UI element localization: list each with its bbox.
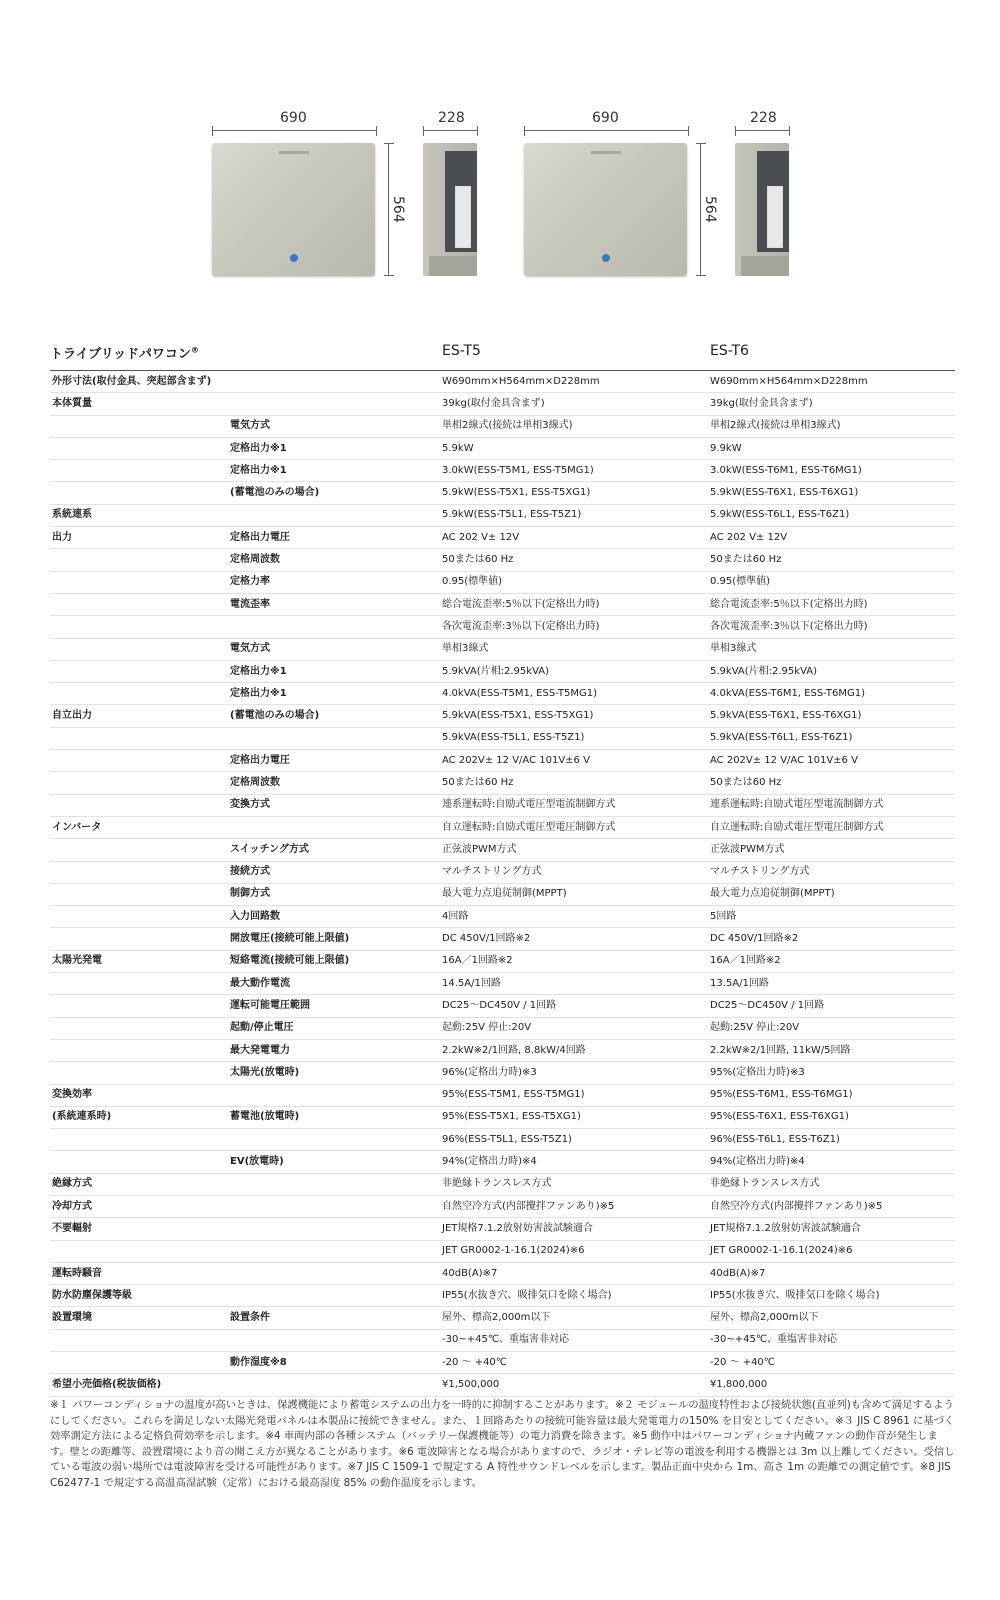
row-category: 設置環境 bbox=[50, 1307, 228, 1329]
table-row bbox=[50, 1285, 955, 1307]
row-item: 定格出力※1 bbox=[228, 437, 440, 459]
row-category: インバータ bbox=[50, 816, 228, 838]
product-series-title: トライブリッドパワコン® bbox=[50, 345, 199, 362]
value-es-t6: 連系運転時:自励式電圧型電流制御方式 bbox=[708, 794, 955, 816]
value-es-t6: 0.95(標準値) bbox=[708, 571, 955, 593]
row-category bbox=[50, 638, 228, 660]
row-item: 定格周波数 bbox=[228, 549, 440, 571]
table-row bbox=[50, 1129, 955, 1151]
row-item: 動作湿度※8 bbox=[228, 1352, 440, 1374]
table-row bbox=[50, 861, 955, 883]
value-es-t5: 4.0kVA(ESS-T5M1, ESS-T5MG1) bbox=[440, 683, 708, 705]
table-row bbox=[50, 482, 955, 504]
t6-width-label: 690 bbox=[592, 110, 619, 126]
t5-depth-dimension-line bbox=[423, 130, 478, 131]
value-es-t6: 40dB(A)※7 bbox=[708, 1262, 955, 1284]
row-category: 太陽光発電 bbox=[50, 950, 228, 972]
value-es-t6: DC25～DC450V / 1回路 bbox=[708, 995, 955, 1017]
row-item: 最大動作電流 bbox=[228, 973, 440, 995]
table-row bbox=[50, 816, 955, 838]
value-es-t5: 40dB(A)※7 bbox=[440, 1262, 708, 1284]
value-es-t5: 5.9kW(ESS-T5L1, ESS-T5Z1) bbox=[440, 504, 708, 526]
row-item: 接続方式 bbox=[228, 861, 440, 883]
value-es-t5: 単相2線式(接続は単相3線式) bbox=[440, 415, 708, 437]
row-item: 電気方式 bbox=[228, 638, 440, 660]
value-es-t6: 4.0kVA(ESS-T6M1, ESS-T6MG1) bbox=[708, 683, 955, 705]
row-item: 短絡電流(接続可能上限値) bbox=[228, 950, 440, 972]
row-item bbox=[228, 1173, 440, 1195]
table-row bbox=[50, 660, 955, 682]
row-category bbox=[50, 928, 228, 950]
row-category bbox=[50, 995, 228, 1017]
value-es-t6: 5.9kVA(ESS-T6L1, ESS-T6Z1) bbox=[708, 727, 955, 749]
value-es-t6: AC 202V± 12 V/AC 101V±6 V bbox=[708, 750, 955, 772]
value-es-t6: 95%(定格出力時)※3 bbox=[708, 1062, 955, 1084]
value-es-t6: W690mm×H564mm×D228mm bbox=[708, 371, 955, 393]
value-es-t6: 単相2線式(接続は単相3線式) bbox=[708, 415, 955, 437]
value-es-t5: 5.9kVA(ESS-T5L1, ESS-T5Z1) bbox=[440, 727, 708, 749]
row-item: 蓄電池(放電時) bbox=[228, 1106, 440, 1128]
value-es-t5: 94%(定格出力時)※4 bbox=[440, 1151, 708, 1173]
row-category bbox=[50, 794, 228, 816]
table-row bbox=[50, 772, 955, 794]
table-row bbox=[50, 906, 955, 928]
value-es-t5: AC 202V± 12 V/AC 101V±6 V bbox=[440, 750, 708, 772]
status-led-icon bbox=[290, 254, 298, 262]
table-row bbox=[50, 638, 955, 660]
table-row bbox=[50, 437, 955, 459]
value-es-t6: 総合電流歪率:5％以下(定格出力時) bbox=[708, 593, 955, 615]
value-es-t6: 単相3線式 bbox=[708, 638, 955, 660]
row-category: 自立出力 bbox=[50, 705, 228, 727]
row-category bbox=[50, 727, 228, 749]
row-category bbox=[50, 973, 228, 995]
row-item: 開放電圧(接続可能上限値) bbox=[228, 928, 440, 950]
value-es-t5: DC 450V/1回路※2 bbox=[440, 928, 708, 950]
value-es-t5: 起動:25V 停止:20V bbox=[440, 1017, 708, 1039]
table-row bbox=[50, 683, 955, 705]
value-es-t6: JET規格7.1.2放射妨害波試験適合 bbox=[708, 1218, 955, 1240]
value-es-t5: 96%(定格出力時)※3 bbox=[440, 1062, 708, 1084]
table-row bbox=[50, 371, 955, 393]
row-category bbox=[50, 883, 228, 905]
column-header-es-t5: ES-T5 bbox=[442, 343, 481, 359]
table-row bbox=[50, 973, 955, 995]
row-category: 不要輻射 bbox=[50, 1218, 228, 1240]
value-es-t6: ¥1,800,000 bbox=[708, 1374, 955, 1396]
value-es-t6: 50または60 Hz bbox=[708, 549, 955, 571]
row-item: (蓄電池のみの場合) bbox=[228, 705, 440, 727]
row-item bbox=[228, 1285, 440, 1307]
row-item bbox=[228, 1218, 440, 1240]
row-category bbox=[50, 750, 228, 772]
value-es-t6: IP55(水抜き穴、吸排気口を除く場合) bbox=[708, 1285, 955, 1307]
table-row bbox=[50, 1017, 955, 1039]
row-category bbox=[50, 415, 228, 437]
row-item bbox=[228, 1195, 440, 1217]
table-row bbox=[50, 1062, 955, 1084]
row-item: 入力回路数 bbox=[228, 906, 440, 928]
value-es-t6: 9.9kW bbox=[708, 437, 955, 459]
value-es-t5: ¥1,500,000 bbox=[440, 1374, 708, 1396]
row-item bbox=[228, 1129, 440, 1151]
value-es-t6: 13.5A/1回路 bbox=[708, 973, 955, 995]
table-row bbox=[50, 1374, 955, 1396]
row-item bbox=[228, 816, 440, 838]
row-category bbox=[50, 1039, 228, 1061]
t5-depth-label: 228 bbox=[438, 110, 465, 126]
table-row bbox=[50, 1039, 955, 1061]
t6-side-image bbox=[735, 143, 789, 276]
table-row bbox=[50, 1151, 955, 1173]
table-row bbox=[50, 460, 955, 482]
value-es-t5: 5.9kVA(片相:2.95kVA) bbox=[440, 660, 708, 682]
product-figures bbox=[0, 0, 1000, 330]
value-es-t6: JET GR0002-1-16.1(2024)※6 bbox=[708, 1240, 955, 1262]
row-item: EV(放電時) bbox=[228, 1151, 440, 1173]
value-es-t5: -20 ～ +40℃ bbox=[440, 1352, 708, 1374]
table-row bbox=[50, 1084, 955, 1106]
t6-front-image bbox=[524, 143, 687, 276]
row-category: 絶縁方式 bbox=[50, 1173, 228, 1195]
row-item: 太陽光(放電時) bbox=[228, 1062, 440, 1084]
value-es-t6: DC 450V/1回路※2 bbox=[708, 928, 955, 950]
t5-height-dimension-line bbox=[388, 143, 389, 276]
value-es-t6: 95%(ESS-T6X1, ESS-T6XG1) bbox=[708, 1106, 955, 1128]
row-category bbox=[50, 571, 228, 593]
value-es-t5: 95%(ESS-T5M1, ESS-T5MG1) bbox=[440, 1084, 708, 1106]
row-category: (系統連系時) bbox=[50, 1106, 228, 1128]
row-category bbox=[50, 1352, 228, 1374]
row-category bbox=[50, 1329, 228, 1351]
table-row bbox=[50, 616, 955, 638]
row-item: 最大発電電力 bbox=[228, 1039, 440, 1061]
value-es-t6: 5.9kVA(ESS-T6X1, ESS-T6XG1) bbox=[708, 705, 955, 727]
row-item: 定格出力※1 bbox=[228, 660, 440, 682]
value-es-t6: 50または60 Hz bbox=[708, 772, 955, 794]
row-category bbox=[50, 437, 228, 459]
row-category: 防水防塵保護等級 bbox=[50, 1285, 228, 1307]
table-row bbox=[50, 794, 955, 816]
row-item: 設置条件 bbox=[228, 1307, 440, 1329]
value-es-t6: 非絶縁トランスレス方式 bbox=[708, 1173, 955, 1195]
table-row bbox=[50, 928, 955, 950]
row-item: 運転可能電圧範囲 bbox=[228, 995, 440, 1017]
value-es-t5: 屋外、標高2,000m以下 bbox=[440, 1307, 708, 1329]
row-category bbox=[50, 460, 228, 482]
value-es-t6: -20 ～ +40℃ bbox=[708, 1352, 955, 1374]
table-row bbox=[50, 1173, 955, 1195]
row-item: スイッチング方式 bbox=[228, 839, 440, 861]
row-category bbox=[50, 616, 228, 638]
brand-logo-icon bbox=[279, 151, 309, 154]
row-category bbox=[50, 839, 228, 861]
value-es-t5: 単相3線式 bbox=[440, 638, 708, 660]
row-item: 定格力率 bbox=[228, 571, 440, 593]
row-item: 定格周波数 bbox=[228, 772, 440, 794]
row-item: 変換方式 bbox=[228, 794, 440, 816]
row-category bbox=[50, 660, 228, 682]
table-row bbox=[50, 1195, 955, 1217]
row-category: 変換効率 bbox=[50, 1084, 228, 1106]
value-es-t6: 2.2kW※2/1回路, 11kW/5回路 bbox=[708, 1039, 955, 1061]
table-row bbox=[50, 839, 955, 861]
table-row bbox=[50, 593, 955, 615]
table-row bbox=[50, 504, 955, 526]
row-item bbox=[228, 504, 440, 526]
value-es-t6: 16A／1回路※2 bbox=[708, 950, 955, 972]
row-category: 外形寸法(取付金具、突起部含まず) bbox=[50, 371, 228, 393]
t6-height-dimension-line bbox=[700, 143, 701, 276]
value-es-t5: JET GR0002-1-16.1(2024)※6 bbox=[440, 1240, 708, 1262]
row-item bbox=[228, 727, 440, 749]
row-category: 希望小売価格(税抜価格) bbox=[50, 1374, 228, 1396]
t6-depth-label: 228 bbox=[750, 110, 777, 126]
spec-table bbox=[50, 370, 955, 1397]
value-es-t5: 5.9kW bbox=[440, 437, 708, 459]
row-item bbox=[228, 393, 440, 415]
row-category bbox=[50, 593, 228, 615]
value-es-t5: 正弦波PWM方式 bbox=[440, 839, 708, 861]
value-es-t5: 50または60 Hz bbox=[440, 549, 708, 571]
row-category bbox=[50, 906, 228, 928]
table-row bbox=[50, 571, 955, 593]
value-es-t5: 96%(ESS-T5L1, ESS-T5Z1) bbox=[440, 1129, 708, 1151]
table-row bbox=[50, 415, 955, 437]
table-row bbox=[50, 950, 955, 972]
value-es-t5: 16A／1回路※2 bbox=[440, 950, 708, 972]
table-row bbox=[50, 1218, 955, 1240]
table-row bbox=[50, 1352, 955, 1374]
row-category bbox=[50, 1017, 228, 1039]
value-es-t6: AC 202 V± 12V bbox=[708, 527, 955, 549]
spec-header bbox=[50, 343, 955, 365]
footnotes: ※１ パワーコンディショナの温度が高いときは、保護機能により蓄電システムの出力を一時的に抑制することがあります。※２ モジュールの温度特性および接続状態(直並列)も含めて満足するようにしてください。これらを満足しない太陽光発電パネルは本製品に接続できません。また、１回路あたりの接続可能容量は最大発電電力の150% を目安としてください。※３ JIS C 8961 に基づく効率測定方法による定格負荷効率を示します。※4 車両内部の各種システム（バッテリー保護機能等）の電力消費を除きます。※5 動作中はパワーコンディショナ内蔵ファンの動作音が発生します。壁との距離等、設置環境により音の聞こえ方が異なることがあります。※6 電波障害となる場合がありますので、ラジオ・テレビ等の電波を利用する機器とは 3m 以上離してください。受信している電波の弱い場所では電波障害を受ける可能性があります。※7 JIS C 1509-1 で規定する A 特性サウンドレベルを示します。製品正面中央から 1m、高さ 1m の距離での測定値です。※8 JIS C62477-1 で規定する高温高湿試験（定常）における最高湿度 85% の動作温度を示します。 bbox=[50, 1399, 955, 1489]
row-item bbox=[228, 371, 440, 393]
value-es-t5: 各次電流歪率:3％以下(定格出力時) bbox=[440, 616, 708, 638]
value-es-t6: 5.9kW(ESS-T6X1, ESS-T6XG1) bbox=[708, 482, 955, 504]
table-row bbox=[50, 727, 955, 749]
table-row bbox=[50, 1262, 955, 1284]
value-es-t5: 4回路 bbox=[440, 906, 708, 928]
value-es-t6: 5回路 bbox=[708, 906, 955, 928]
value-es-t5: -30~+45℃、重塩害非対応 bbox=[440, 1329, 708, 1351]
t5-front-image bbox=[212, 143, 375, 276]
value-es-t5: AC 202 V± 12V bbox=[440, 527, 708, 549]
value-es-t6: 3.0kW(ESS-T6M1, ESS-T6MG1) bbox=[708, 460, 955, 482]
value-es-t5: 非絶縁トランスレス方式 bbox=[440, 1173, 708, 1195]
value-es-t5: 2.2kW※2/1回路, 8.8kW/4回路 bbox=[440, 1039, 708, 1061]
brand-logo-icon bbox=[591, 151, 621, 154]
value-es-t5: マルチストリング方式 bbox=[440, 861, 708, 883]
table-row bbox=[50, 1106, 955, 1128]
row-item bbox=[228, 1262, 440, 1284]
value-es-t5: 自立運転時:自励式電圧型電圧制御方式 bbox=[440, 816, 708, 838]
value-es-t5: 5.9kW(ESS-T5X1, ESS-T5XG1) bbox=[440, 482, 708, 504]
table-row bbox=[50, 1240, 955, 1262]
row-item bbox=[228, 1374, 440, 1396]
value-es-t6: 95%(ESS-T6M1, ESS-T6MG1) bbox=[708, 1084, 955, 1106]
row-item: 定格出力※1 bbox=[228, 683, 440, 705]
row-category: 本体質量 bbox=[50, 393, 228, 415]
row-category: 冷却方式 bbox=[50, 1195, 228, 1217]
value-es-t6: 5.9kW(ESS-T6L1, ESS-T6Z1) bbox=[708, 504, 955, 526]
row-category bbox=[50, 549, 228, 571]
value-es-t5: 連系運転時:自励式電圧型電流制御方式 bbox=[440, 794, 708, 816]
t6-height-label: 564 bbox=[702, 196, 718, 223]
row-item: 定格出力電圧 bbox=[228, 527, 440, 549]
value-es-t6: 5.9kVA(片相:2.95kVA) bbox=[708, 660, 955, 682]
value-es-t6: 起動:25V 停止:20V bbox=[708, 1017, 955, 1039]
table-row bbox=[50, 883, 955, 905]
value-es-t5: IP55(水抜き穴、吸排気口を除く場合) bbox=[440, 1285, 708, 1307]
row-category bbox=[50, 1240, 228, 1262]
t6-depth-dimension-line bbox=[735, 130, 790, 131]
row-item: 電気方式 bbox=[228, 415, 440, 437]
value-es-t6: 正弦波PWM方式 bbox=[708, 839, 955, 861]
table-row bbox=[50, 1329, 955, 1351]
row-item bbox=[228, 616, 440, 638]
value-es-t5: DC25～DC450V / 1回路 bbox=[440, 995, 708, 1017]
row-item: 起動/停止電圧 bbox=[228, 1017, 440, 1039]
table-row bbox=[50, 750, 955, 772]
row-category bbox=[50, 1151, 228, 1173]
row-item bbox=[228, 1240, 440, 1262]
table-row bbox=[50, 705, 955, 727]
row-category bbox=[50, 1129, 228, 1151]
value-es-t5: 39kg(取付金具含まず) bbox=[440, 393, 708, 415]
t5-side-image bbox=[423, 143, 477, 276]
value-es-t5: 0.95(標準値) bbox=[440, 571, 708, 593]
row-category bbox=[50, 683, 228, 705]
value-es-t6: 39kg(取付金具含まず) bbox=[708, 393, 955, 415]
value-es-t6: 自然空冷方式(内部攪拌ファンあり)※5 bbox=[708, 1195, 955, 1217]
row-item: 定格出力※1 bbox=[228, 460, 440, 482]
value-es-t5: 5.9kVA(ESS-T5X1, ESS-T5XG1) bbox=[440, 705, 708, 727]
value-es-t6: -30~+45℃、重塩害非対応 bbox=[708, 1329, 955, 1351]
row-category bbox=[50, 482, 228, 504]
row-item: 電流歪率 bbox=[228, 593, 440, 615]
table-row bbox=[50, 549, 955, 571]
row-item: (蓄電池のみの場合) bbox=[228, 482, 440, 504]
value-es-t6: 94%(定格出力時)※4 bbox=[708, 1151, 955, 1173]
status-led-icon bbox=[602, 254, 610, 262]
t5-height-label: 564 bbox=[390, 196, 406, 223]
row-category: 運転時騒音 bbox=[50, 1262, 228, 1284]
value-es-t5: 50または60 Hz bbox=[440, 772, 708, 794]
row-category: 出力 bbox=[50, 527, 228, 549]
row-category: 系統連系 bbox=[50, 504, 228, 526]
value-es-t6: 自立運転時:自励式電圧型電圧制御方式 bbox=[708, 816, 955, 838]
row-category bbox=[50, 772, 228, 794]
t5-width-label: 690 bbox=[280, 110, 307, 126]
row-item: 制御方式 bbox=[228, 883, 440, 905]
value-es-t5: 最大電力点追従制御(MPPT) bbox=[440, 883, 708, 905]
row-item: 定格出力電圧 bbox=[228, 750, 440, 772]
row-item bbox=[228, 1329, 440, 1351]
value-es-t5: 自然空冷方式(内部攪拌ファンあり)※5 bbox=[440, 1195, 708, 1217]
table-row bbox=[50, 995, 955, 1017]
value-es-t6: マルチストリング方式 bbox=[708, 861, 955, 883]
value-es-t6: 96%(ESS-T6L1, ESS-T6Z1) bbox=[708, 1129, 955, 1151]
t6-width-dimension-line bbox=[524, 130, 689, 131]
value-es-t5: 総合電流歪率:5％以下(定格出力時) bbox=[440, 593, 708, 615]
t5-width-dimension-line bbox=[212, 130, 377, 131]
value-es-t5: 3.0kW(ESS-T5M1, ESS-T5MG1) bbox=[440, 460, 708, 482]
value-es-t5: JET規格7.1.2放射妨害波試験適合 bbox=[440, 1218, 708, 1240]
table-row bbox=[50, 527, 955, 549]
column-header-es-t6: ES-T6 bbox=[710, 343, 749, 359]
row-category bbox=[50, 861, 228, 883]
row-item bbox=[228, 1084, 440, 1106]
value-es-t5: 95%(ESS-T5X1, ESS-T5XG1) bbox=[440, 1106, 708, 1128]
value-es-t5: 14.5A/1回路 bbox=[440, 973, 708, 995]
value-es-t6: 最大電力点追従制御(MPPT) bbox=[708, 883, 955, 905]
value-es-t6: 各次電流歪率:3％以下(定格出力時) bbox=[708, 616, 955, 638]
value-es-t5: W690mm×H564mm×D228mm bbox=[440, 371, 708, 393]
table-row bbox=[50, 1307, 955, 1329]
table-row bbox=[50, 393, 955, 415]
value-es-t6: 屋外、標高2,000m以下 bbox=[708, 1307, 955, 1329]
row-category bbox=[50, 1062, 228, 1084]
